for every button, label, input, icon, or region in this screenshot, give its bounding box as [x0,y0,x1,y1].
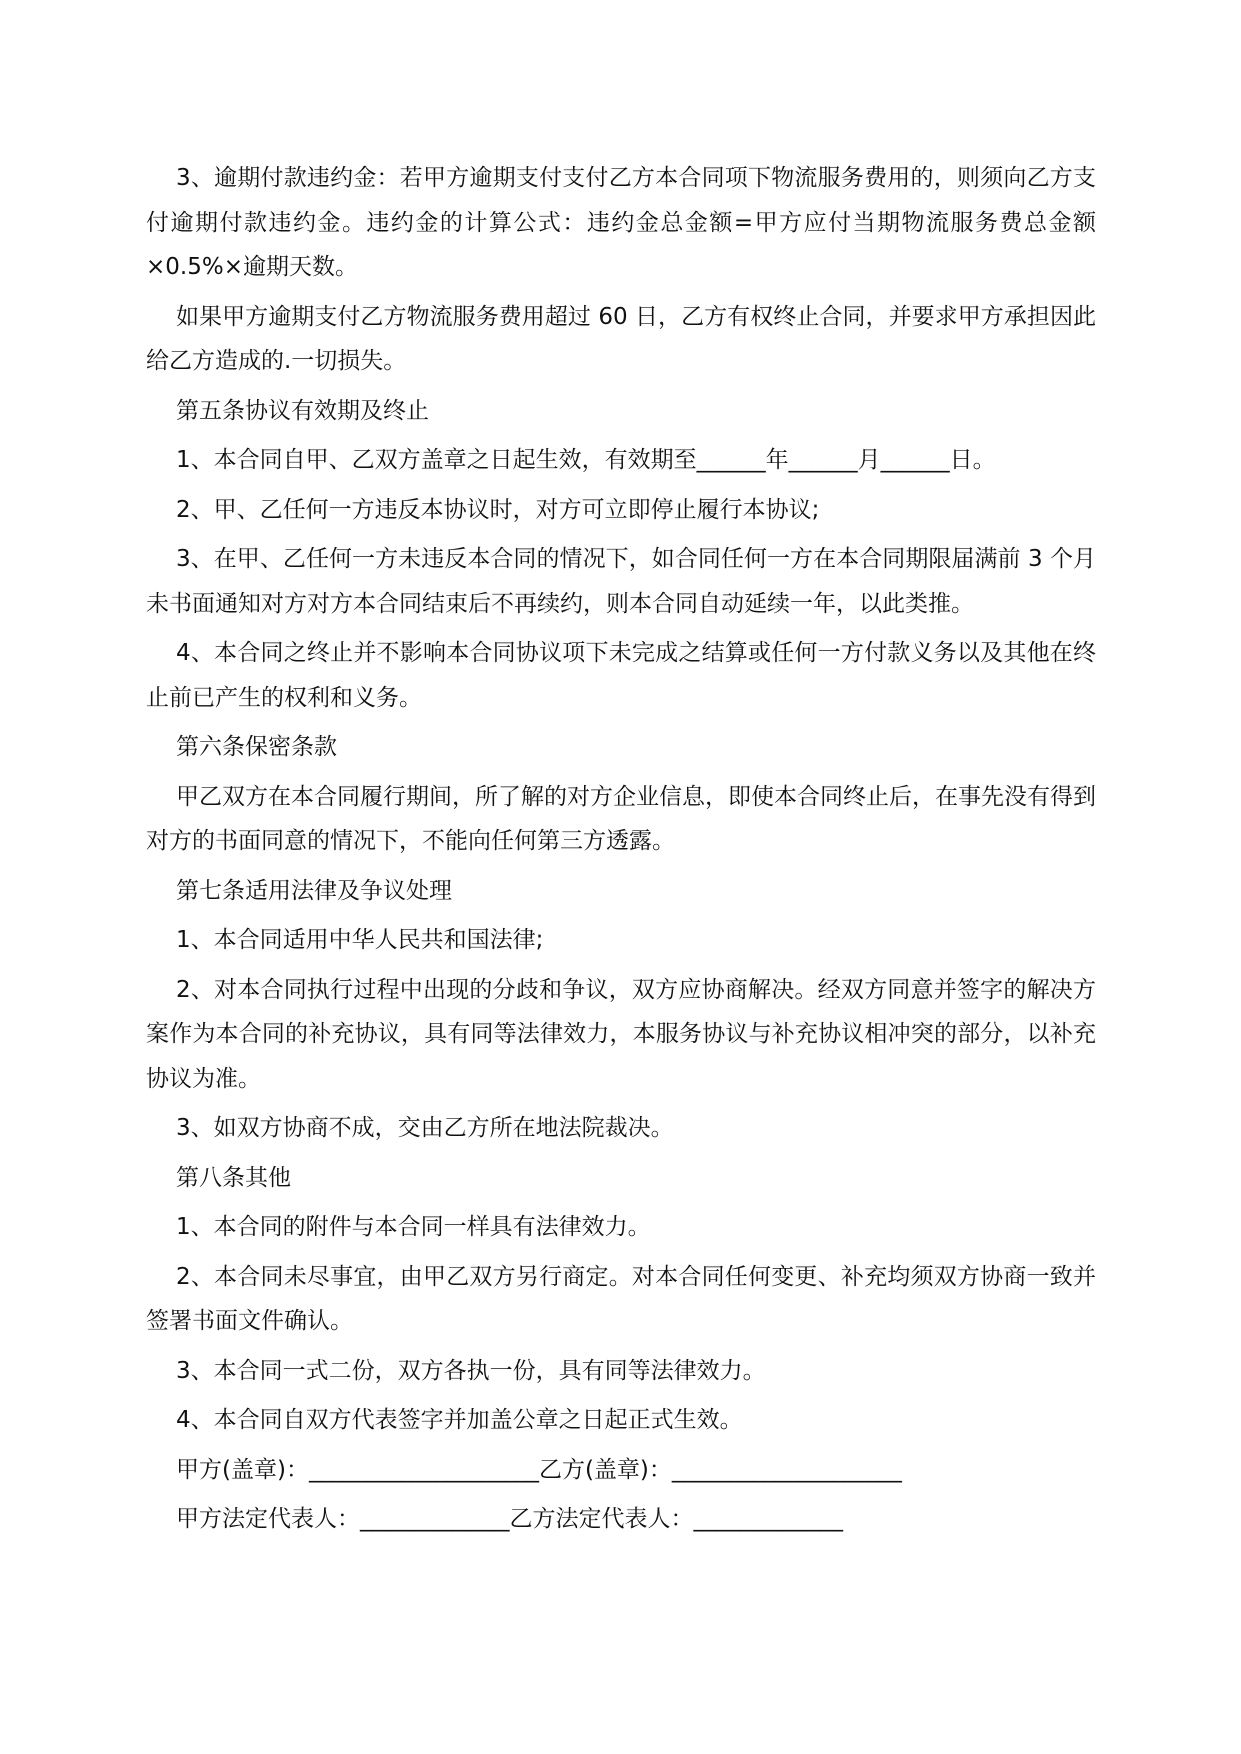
article-5-item-2: 2、甲、乙任何一方违反本协议时，对方可立即停止履行本协议; [176,496,820,523]
article-7-item-1: 1、本合同适用中华人民共和国法律; [176,927,544,953]
article-6-body: 甲乙双方在本合同履行期间，所了解的对方企业信息，即使本合同终止后，在事先没有得到对方的书面同意的情况下，不能向任何第三方透露。 [146,783,1096,854]
seal-signature-line: 甲方(盖章)：____________________乙方(盖章)：____________________ [176,1456,902,1483]
article-7-heading: 第七条适用法律及争议处理 [176,877,452,904]
article-5-item-3: 3、在甲、乙任何一方未违反本合同的情况下，如合同任何一方在本合同期限届满前 3 个月未书面通知对方对方本合同结束后不再续约，则本合同自动延续一年，以此类推。 [146,546,1096,617]
article-7-item-3: 3、如双方协商不成，交由乙方所在地法院裁决。 [176,1115,674,1141]
article-8-item-1: 1、本合同的附件与本合同一样具有法律效力。 [176,1214,651,1240]
article-5-heading: 第五条协议有效期及终止 [176,397,429,424]
article-6-heading: 第六条保密条款 [176,734,337,760]
representative-signature-line: 甲方法定代表人：_____________乙方法定代表人：_____________ [176,1506,843,1532]
article-8-item-4: 4、本合同自双方代表签字并加盖公章之日起正式生效。 [176,1407,743,1433]
article-8-item-2: 2、本合同未尽事宜，由甲乙双方另行商定。对本合同任何变更、补充均须双方协商一致并签署书面文件确认。 [146,1263,1096,1334]
article-8-heading: 第八条其他 [176,1164,291,1191]
contract-body [146,156,1096,1547]
clause-termination-right: 如果甲方逾期支付乙方物流服务费用超过 60 日，乙方有权终止合同，并要求甲方承担因此给乙方造成的.一切损失。 [146,303,1096,374]
article-5-item-1: 1、本合同自甲、乙双方盖章之日起生效，有效期至______年______月______日。 [176,447,996,473]
article-8-item-3: 3、本合同一式二份，双方各执一份，具有同等法律效力。 [176,1357,766,1384]
article-7-item-2: 2、对本合同执行过程中出现的分歧和争议，双方应协商解决。经双方同意并签字的解决方案作为本合同的补充协议，具有同等法律效力，本服务协议与补充协议相冲突的部分，以补充协议为准。 [146,976,1096,1092]
article-5-item-4: 4、本合同之终止并不影响本合同协议项下未完成之结算或任何一方付款义务以及其他在终止前已产生的权利和义务。 [146,640,1096,711]
clause-late-payment-penalty: 3、逾期付款违约金：若甲方逾期支付支付乙方本合同项下物流服务费用的，则须向乙方支付逾期付款违约金。违约金的计算公式：违约金总金额=甲方应付当期物流服务费总金额×0.5%×逾期天数。 [146,165,1096,280]
